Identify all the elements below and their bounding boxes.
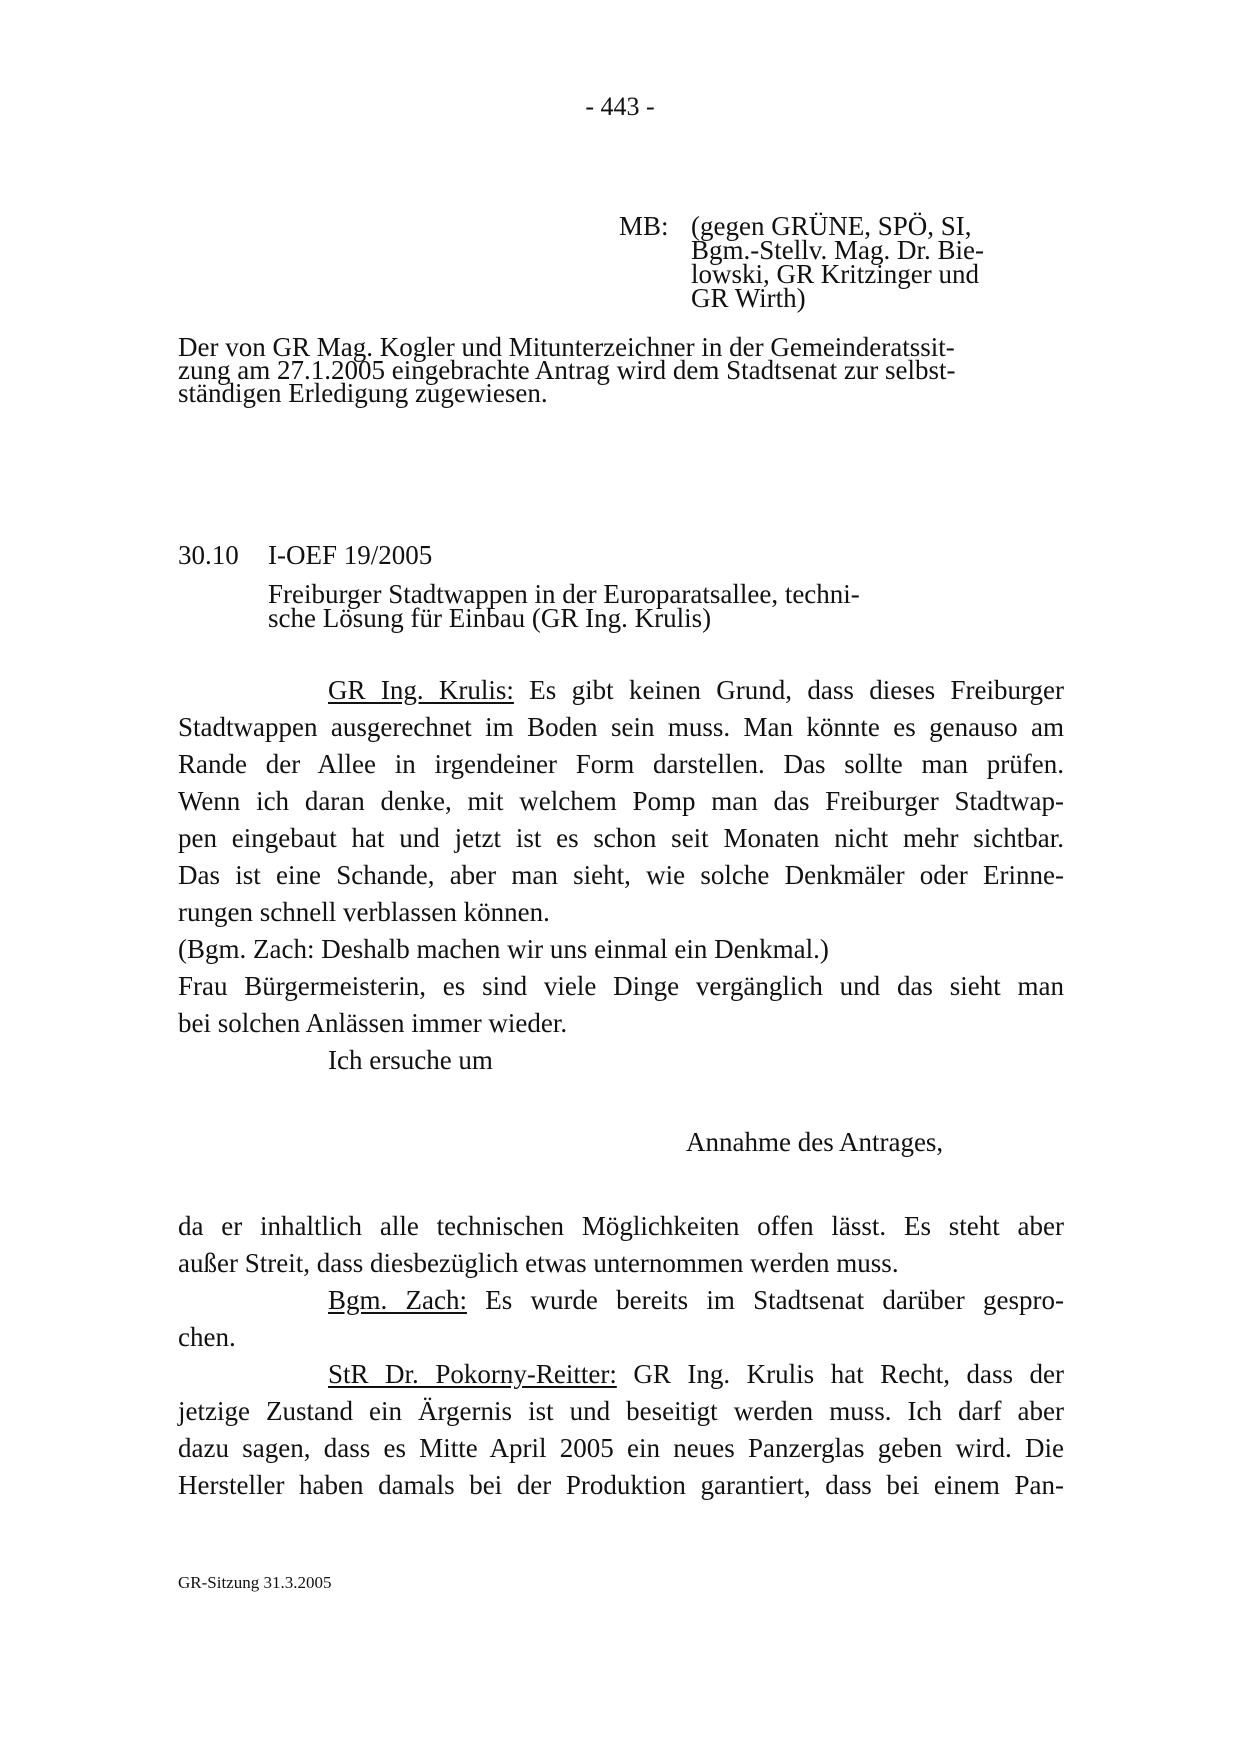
speaker-name: Bgm. Zach:: [328, 1285, 467, 1315]
speech-first-line: [178, 672, 1064, 709]
page-number: - 443 -: [585, 92, 655, 121]
agenda-item-title: [268, 579, 860, 633]
decision-line: ständigen Erledigung zugewiesen.: [178, 378, 548, 408]
speech-line: bei solchen Anlässen immer wieder.: [178, 1008, 568, 1038]
speaker-name: GR Ing. Krulis:: [328, 675, 514, 705]
agenda-title-line: sche Lösung für Einbau (GR Ing. Krulis): [268, 603, 712, 633]
agenda-item-code: I-OEF 19/2005: [268, 540, 433, 570]
decision-paragraph: [178, 332, 1038, 408]
speech-line: pen eingebaut hat und jetzt ist es schon seit Monaten nicht mehr sichtbar.: [178, 823, 1064, 853]
interjection: (Bgm. Zach: Deshalb machen wir uns einmal ein Denkmal.): [178, 934, 829, 964]
mb-label: MB:: [619, 211, 669, 241]
speech-first-line: [178, 1282, 1064, 1319]
speech-line: Das ist eine Schande, aber man sieht, wie solche Denkmäler oder Erinne-: [178, 860, 1064, 890]
speech-krulis-continued: [178, 1208, 1064, 1504]
footer: GR-Sitzung 31.3.2005: [178, 1573, 332, 1592]
agenda-item-header: [178, 540, 432, 570]
speech-line: Rande der Allee in irgendeiner Form darstellen. Das sollte man prüfen.: [178, 749, 1064, 779]
speech-line: Wenn ich daran denke, mit welchem Pomp man das Freiburger Stadtwap-: [178, 786, 1064, 816]
speech-line: da er inhaltlich alle technischen Möglichkeiten offen lässt. Es steht aber: [178, 1211, 1064, 1241]
speech-krulis: [178, 672, 1064, 1079]
speech-text: Es wurde bereits im Stadtsenat darüber gespro-: [466, 1285, 1064, 1315]
request-line: Ich ersuche um: [328, 1045, 493, 1075]
speech-line: Hersteller haben damals bei der Produktion garantiert, dass bei einem Pan-: [178, 1470, 1064, 1500]
speech-line: Frau Bürgermeisterin, es sind viele Dinge vergänglich und das sieht man: [178, 971, 1064, 1001]
mb-line: Bgm.-Stellv. Mag. Dr. Bie-: [691, 235, 984, 265]
motion-line: Annahme des Antrages,: [686, 1127, 944, 1157]
mb-line: GR Wirth): [691, 283, 806, 313]
decision-line: Der von GR Mag. Kogler und Mitunterzeichner in der Gemeinderatssit-: [178, 332, 955, 362]
speech-line: rungen schnell verblassen können.: [178, 897, 550, 927]
speech-text: Es gibt keinen Grund, dass dieses Freiburger: [513, 675, 1064, 705]
mb-vote-block: [619, 211, 984, 313]
mb-line: lowski, GR Kritzinger und: [691, 259, 979, 289]
speech-line: dazu sagen, dass es Mitte April 2005 ein neues Panzerglas geben wird. Die: [178, 1433, 1064, 1463]
agenda-title-line: Freiburger Stadtwappen in der Europaratsallee, techni-: [268, 579, 860, 609]
speech-line: Stadtwappen ausgerechnet im Boden sein muss. Man könnte es genauso am: [178, 712, 1064, 742]
speech-line: jetzige Zustand ein Ärgernis ist und beseitigt werden muss. Ich darf aber: [178, 1396, 1064, 1426]
decision-line: zung am 27.1.2005 eingebrachte Antrag wird dem Stadtsenat zur selbst-: [178, 355, 956, 385]
mb-line: (gegen GRÜNE, SPÖ, SI,: [691, 211, 972, 241]
agenda-item-number: 30.10: [178, 540, 239, 570]
speech-line: außer Streit, dass diesbezüglich etwas unternommen werden muss.: [178, 1248, 899, 1278]
speech-line: chen.: [178, 1322, 236, 1352]
speech-text: GR Ing. Krulis hat Recht, dass der: [616, 1359, 1065, 1389]
speaker-name: StR Dr. Pokorny-Reitter:: [328, 1359, 617, 1389]
speech-first-line: [178, 1356, 1064, 1393]
